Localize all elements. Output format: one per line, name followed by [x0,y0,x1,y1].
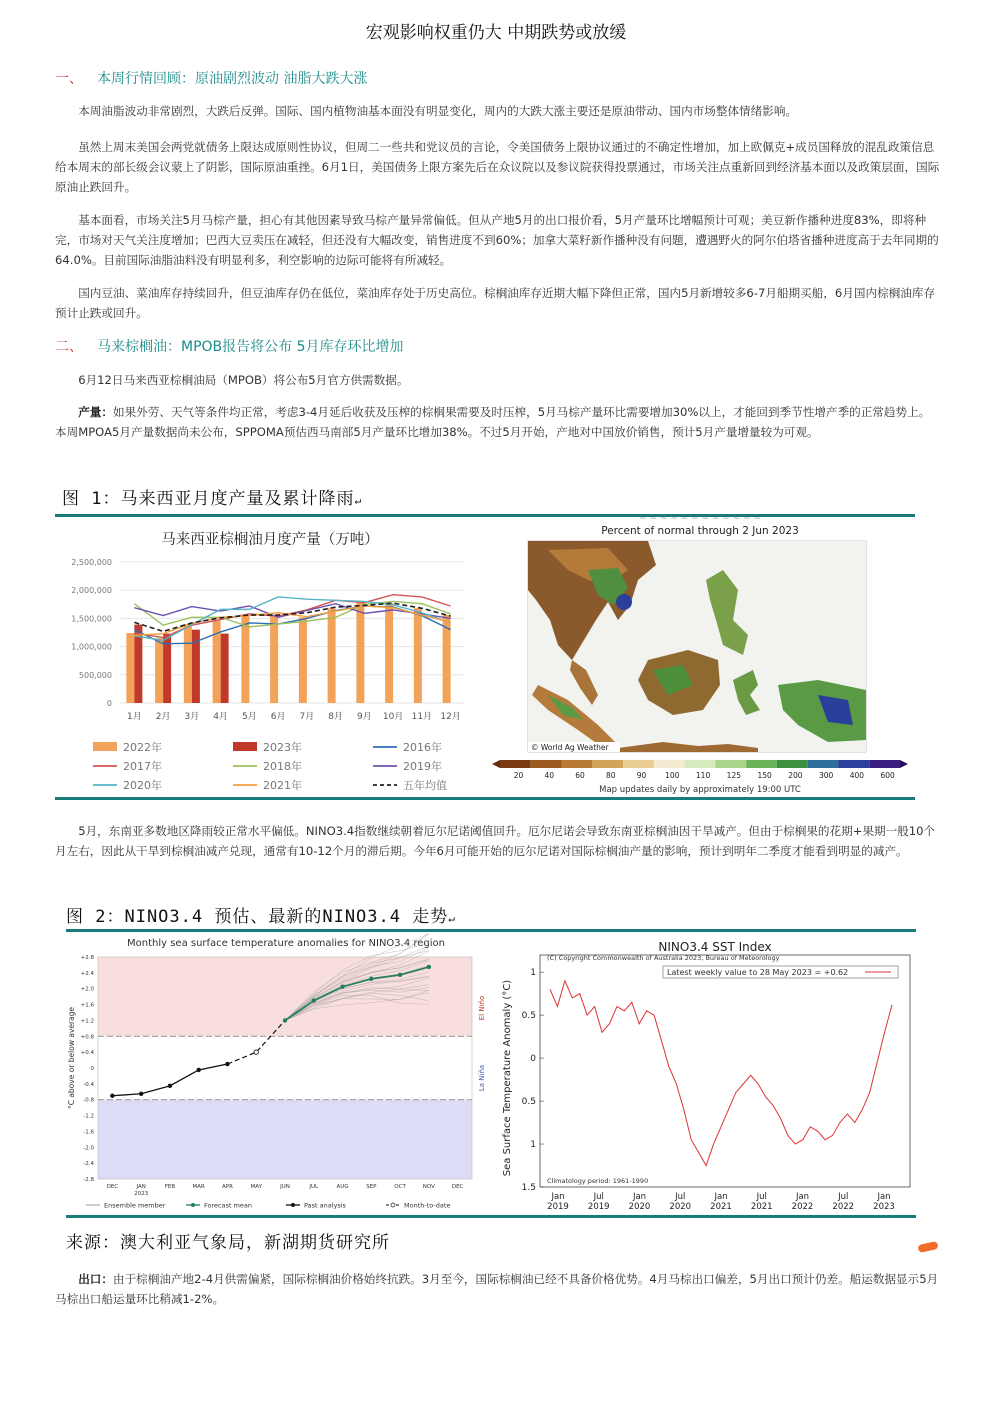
y-tick-label: +1.6 [80,1002,94,1009]
scale-swatch [685,760,716,768]
x-tick-label: 1月 [127,712,142,722]
y-tick-label: -0.4 [83,1081,94,1088]
sst-climatology: Climatology period: 1961-1990 [547,1177,649,1185]
scale-label: 90 [636,771,647,780]
month-to-date-point [254,1050,258,1054]
legend-label: 2018年 [263,760,302,773]
scale-left-arrow [492,760,500,768]
page-title: 宏观影响权重仍大 中期跌势或放缓 [365,23,627,43]
section-1-title: 本周行情回顾：原油剧烈波动 油脂大跌大涨 [97,71,368,87]
figure-source: 来源：澳大利亚气象局，新湖期货研究所 [66,1233,390,1253]
figure-1-caption-mark: ↵ [354,494,363,507]
y-tick-label: 2,500,000 [71,558,112,567]
x-tick-year: 2019 [547,1202,569,1212]
x-tick-label: 10月 [382,712,404,722]
x-tick-label: 9月 [357,712,372,722]
figure-2-caption-mark: ↵ [448,912,456,925]
x-tick-label: 8月 [328,712,343,722]
nino-forecast-ylabel: °C above or below average [67,1006,76,1110]
scale-label: 110 [695,771,711,780]
scale-swatch [531,760,562,768]
bar [414,608,422,703]
y-tick-label: -2.8 [83,1177,94,1183]
x-tick-label: 6月 [270,712,286,722]
scale-swatch [715,760,746,768]
scale-label: 200 [788,771,803,780]
legend-swatch-dot [191,1203,195,1207]
la-nina-zone [98,1100,472,1179]
legend-label: 2017年 [123,760,162,773]
paragraph-8-text: 由于棕榈油产地2-4月供需偏紧，国际棕榈油价格始终抗跌。3月至今，国际棕榈油已经不具备价格优势。4月马棕出口偏差，5月出口预计仍差。船运数据显示5月马棕出口船运量环比稍减1-2%。 [55,1272,939,1306]
scale-label: 60 [575,771,585,780]
legend-label: Month-to-date [404,1201,451,1210]
section-1-heading [55,68,367,88]
figure-1-caption-text: 图 1：马来西亚月度产量及累计降雨 [62,489,355,509]
paragraph-7: 5月，东南亚多数地区降雨较正常水平偏低。NINO3.4指数继续朝着厄尔尼诺阈值回升。厄尔尼诺会导致东南亚棕榈油因干旱减产。但由于棕榈果的花期+果期一般10个月左右，因此从干旱到棕榈油减产兑现，通常有10-12个月的滞后期。今年6月可能开始的厄尔尼诺对国际棕榈油产量的影响，预计到明年二季度才能看到明显的减产。 [55,824,936,858]
x-tick-year: 2023 [873,1202,895,1212]
past-analysis-point [110,1094,114,1098]
x-tick-month: Jul [675,1192,686,1202]
bar [356,603,364,703]
y-tick-label: 0 [90,1066,94,1072]
x-tick-label: 11月 [411,712,433,722]
y-tick-label: +0.4 [80,1050,94,1057]
sst-latest-value: Latest weekly value to 28 May 2023 = +0.62 [667,968,849,977]
legend-swatch [233,742,257,751]
y-tick-label: -0.8 [83,1097,94,1104]
scale-label: 125 [726,771,742,780]
sst-index-plot [522,955,910,1212]
forecast-mean-point [312,998,316,1002]
sst-index-title: NINO3.4 SST Index [658,940,772,954]
y-tick-label: 2,000,000 [71,586,112,596]
y-tick-label: 1.5 [521,1183,536,1193]
y-tick-label: 0.5 [521,1011,536,1022]
x-tick-month: Jan [714,1192,728,1202]
x-tick-label: DEC [451,1184,464,1190]
legend-swatch-dot [391,1203,395,1207]
scale-swatch [838,760,869,768]
chart-legend [93,740,447,792]
x-tick-label: OCT [394,1184,406,1190]
bar [328,608,336,703]
forecast-mean-point [283,1018,287,1022]
y-tick-label: -2.0 [83,1145,94,1152]
bar [299,617,307,703]
scale-swatch [623,760,654,768]
legend-label: 2023年 [263,741,302,754]
palm-oil-production-chart [55,520,485,798]
forecast-mean-point [398,973,402,977]
x-tick-month: Jan [795,1192,810,1202]
bar [385,603,393,703]
scale-label: 300 [818,771,834,780]
legend-swatch [93,742,117,751]
paragraph-4: 国内豆油、菜油库存持续回升，但豆油库存仍在低位，菜油库存处于历史高位。棕榈油库存近期大幅下降但正常，国内5月新增较多6-7月船期买船，6月国内棕榈油库存预计止跌或回升。 [55,286,936,320]
scale-swatch [746,760,777,768]
nino34-sst-index-chart [495,933,915,1215]
bar [184,624,192,703]
x-tick-label: JUN [280,1184,290,1190]
paragraph-5: 6月12日马来西亚棕榈油局（MPOB）将公布5月官方供需数据。 [78,373,409,387]
x-tick-label: SEP [366,1184,377,1190]
forecast-mean-point [427,965,431,969]
x-tick-label: NOV [422,1184,435,1190]
y-tick-label: 0 [530,1054,536,1065]
x-tick-month: Jan [551,1192,565,1202]
x-tick-label: 3月 [184,712,200,722]
scale-label: 600 [880,771,895,780]
x-tick-year: 2020 [669,1202,692,1212]
past-analysis-point [196,1068,200,1072]
chart-title: 马来西亚棕榈油月度产量（万吨） [161,532,379,548]
map-title-top: ~ ~ ~ ~ ~ ~ ~ ~ ~ ~ ~ ~ [639,514,761,524]
y-tick-label: -1.6 [83,1129,94,1136]
map-title: Percent of normal through 2 Jun 2023 [601,525,799,537]
paragraph-2: 虽然上周末美国会两党就债务上限达成原则性协议，但周二一些共和党议员的言论，令美国债务上限协议通过的不确定性增加，加上欧佩克+成员国释放的混乱政策信息给本周末的部长级会议蒙上了阴影，国际原油重挫。6月1日，美国债务上限方案先后在众议院以及参议院获得投票通过，市场关注点重新回到经济基本面以及政策层面，国际原油止跌回升。 [55,140,940,194]
x-tick-label: 4月 [213,712,228,722]
figure-1-bottom-rule [55,797,915,800]
nino-forecast-title: Monthly sea surface temperature anomalies for NINO3.4 region [126,938,446,949]
x-tick-label: DEC [106,1184,119,1190]
scale-label: 20 [513,771,524,780]
figure-2-top-rule [66,929,916,932]
x-tick-label: FEB [164,1184,176,1190]
el-nino-label: El Niño [478,995,486,1021]
x-tick-label: 12月 [440,712,461,722]
scale-swatch [592,760,623,768]
scale-label: 40 [544,771,555,780]
x-tick-year: 2021 [710,1202,732,1212]
series-line [134,604,450,619]
y-tick-label: 500,000 [78,670,112,680]
figure-2-caption [66,902,456,927]
y-tick-label: +2.0 [80,986,94,993]
section-2-title: 马来棕榈油：MPOB报告将公布 5月库存环比增加 [97,339,404,355]
y-tick-label: -2.4 [83,1161,94,1168]
year-label: 2023 [134,1191,149,1197]
chart-bars [126,603,450,703]
x-tick-year: 2020 [628,1202,651,1212]
label-production: 产量： [78,405,113,419]
x-tick-label: 2月 [155,712,171,722]
scale-label: 400 [849,771,865,780]
legend-label: Forecast mean [204,1201,253,1210]
scale-right-arrow [900,760,908,768]
el-nino-zone [98,957,472,1036]
past-analysis-point [168,1084,172,1088]
chart-lines [134,595,450,644]
paragraph-6-text: 如果外劳、天气等条件均正常，考虑3-4月延后收获及压榨的棕榈果需要及时压榨，5月马棕产量环比需要增加30%以上，才能回到季节性增产季的正常趋势上。本周MPOA5月产量数据尚未公布，SPPOMA预估西马南部5月产量环比增加38%。不过5月开始，产地对中国放价销售，预计5月产量增量较为可观。 [55,405,931,439]
nino34-forecast-chart [66,933,486,1215]
y-tick-label: +2.4 [80,970,94,977]
figure-2-caption-text: 图 2：NINO3.4 预估、最新的NINO3.4 走势 [66,907,449,927]
x-tick-month: Jul [593,1192,604,1202]
past-analysis-point [139,1092,143,1096]
bar [270,616,278,703]
y-tick-label: 0 [106,699,112,708]
chart-gridlines [120,562,465,703]
x-tick-year: 2022 [832,1202,855,1212]
section-1-number: 一、 [55,71,83,87]
legend-label: 2019年 [403,760,442,773]
x-tick-year: 2019 [587,1202,610,1212]
x-tick-month: Jan [877,1192,891,1202]
paragraph-3: 基本面看，市场关注5月马棕产量，担心有其他因素导致马棕产量异常偏低。但从产地5月的出口报价看，5月产量环比增幅预计可观；美豆新作播种进度83%，即将种完，市场对天气关注度增加；巴西大豆卖压在减轻，但还没有大幅改变，销售进度不到60%；加拿大菜籽新作播种没有问题，遭遇野火的阿尔伯塔省播种进度高于去年同期的 64.0%。目前国际油脂油料没有明显利多，利空影响的边际可能将有所减轻。 [55,213,939,267]
paragraph-6 [55,402,940,442]
legend-label: Past analysis [304,1201,346,1210]
x-tick-label: AUG [336,1184,349,1190]
sst-ylabel: Sea Surface Temperature Anomaly (°C) [502,979,513,1177]
bar [126,633,134,703]
legend-label: 2020年 [123,779,162,792]
x-tick-month: Jul [756,1192,767,1202]
sst-copyright: (C) Copyright Commonwealth of Australia 2023, Bureau of Meteorology [547,954,780,962]
forecast-mean-point [340,985,344,989]
legend-label: 五年均值 [403,779,447,792]
scale-swatch [777,760,808,768]
x-tick-label: MAY [250,1184,262,1190]
legend-label: 2016年 [403,741,442,754]
nino-forecast-plot [81,933,472,1210]
legend-label: Ensemble member [104,1201,166,1210]
bar [221,634,229,703]
forecast-mean-point [369,977,373,981]
map-wet-spot [616,594,632,610]
scale-swatch [562,760,593,768]
x-tick-label: 7月 [299,712,315,722]
x-tick-label: APR [222,1184,233,1190]
scale-label: 150 [757,771,772,780]
y-tick-label: 1 [530,1140,536,1151]
y-tick-label: 1,000,000 [71,642,112,652]
section-2-heading [55,336,404,356]
series-line [134,595,450,638]
y-tick-label: -1.2 [83,1113,94,1120]
map-note: Map updates daily by approximately 19:00 UTC [599,785,801,795]
label-export: 出口： [78,1272,113,1286]
x-tick-label: JAN [136,1184,146,1190]
scale-swatch [869,760,900,768]
orange-brush-mark [917,1241,938,1253]
scale-swatch [654,760,685,768]
y-tick-label: +1.2 [80,1018,94,1025]
paragraph-1: 本周油脂波动非常剧烈，大跌后反弹。国际、国内植物油基本面没有明显变化，周内的大跌大涨主要还是原油带动、国内市场整体情绪影响。 [78,104,798,118]
chart-y-ticks [71,558,112,708]
legend-label: 2022年 [123,741,162,754]
x-tick-label: MAR [192,1184,205,1190]
x-tick-month: Jul [838,1192,849,1202]
bar [155,638,163,703]
scale-swatch [500,760,531,768]
x-tick-year: 2021 [750,1202,773,1212]
y-tick-label: 1 [530,968,536,979]
plot-frame [540,955,910,1187]
section-2-number: 二、 [55,339,83,355]
y-tick-label: +2.8 [80,955,94,961]
y-tick-label: 0.5 [521,1097,536,1108]
legend-label: 2021年 [263,779,302,792]
chart-x-ticks [127,711,461,722]
x-tick-year: 2022 [791,1202,814,1212]
legend-swatch-dot [291,1203,295,1207]
scale-label: 80 [605,771,616,780]
x-tick-label: JUL [309,1184,319,1190]
figure-2-bottom-rule [66,1215,916,1218]
x-tick-month: Jan [632,1192,647,1202]
la-nina-label: La Niña [478,1064,486,1092]
bar [241,616,249,703]
scale-swatch [808,760,839,768]
rainfall-map-panel [488,510,913,800]
y-tick-label: 1,500,000 [71,614,112,624]
paragraph-8 [55,1269,940,1309]
x-tick-label: 5月 [242,712,257,722]
map-credit: © World Ag Weather [531,743,609,752]
map-color-scale [492,760,908,780]
scale-label: 100 [665,771,680,780]
figure-1-caption [62,484,362,509]
y-tick-label: +0.8 [80,1034,94,1041]
